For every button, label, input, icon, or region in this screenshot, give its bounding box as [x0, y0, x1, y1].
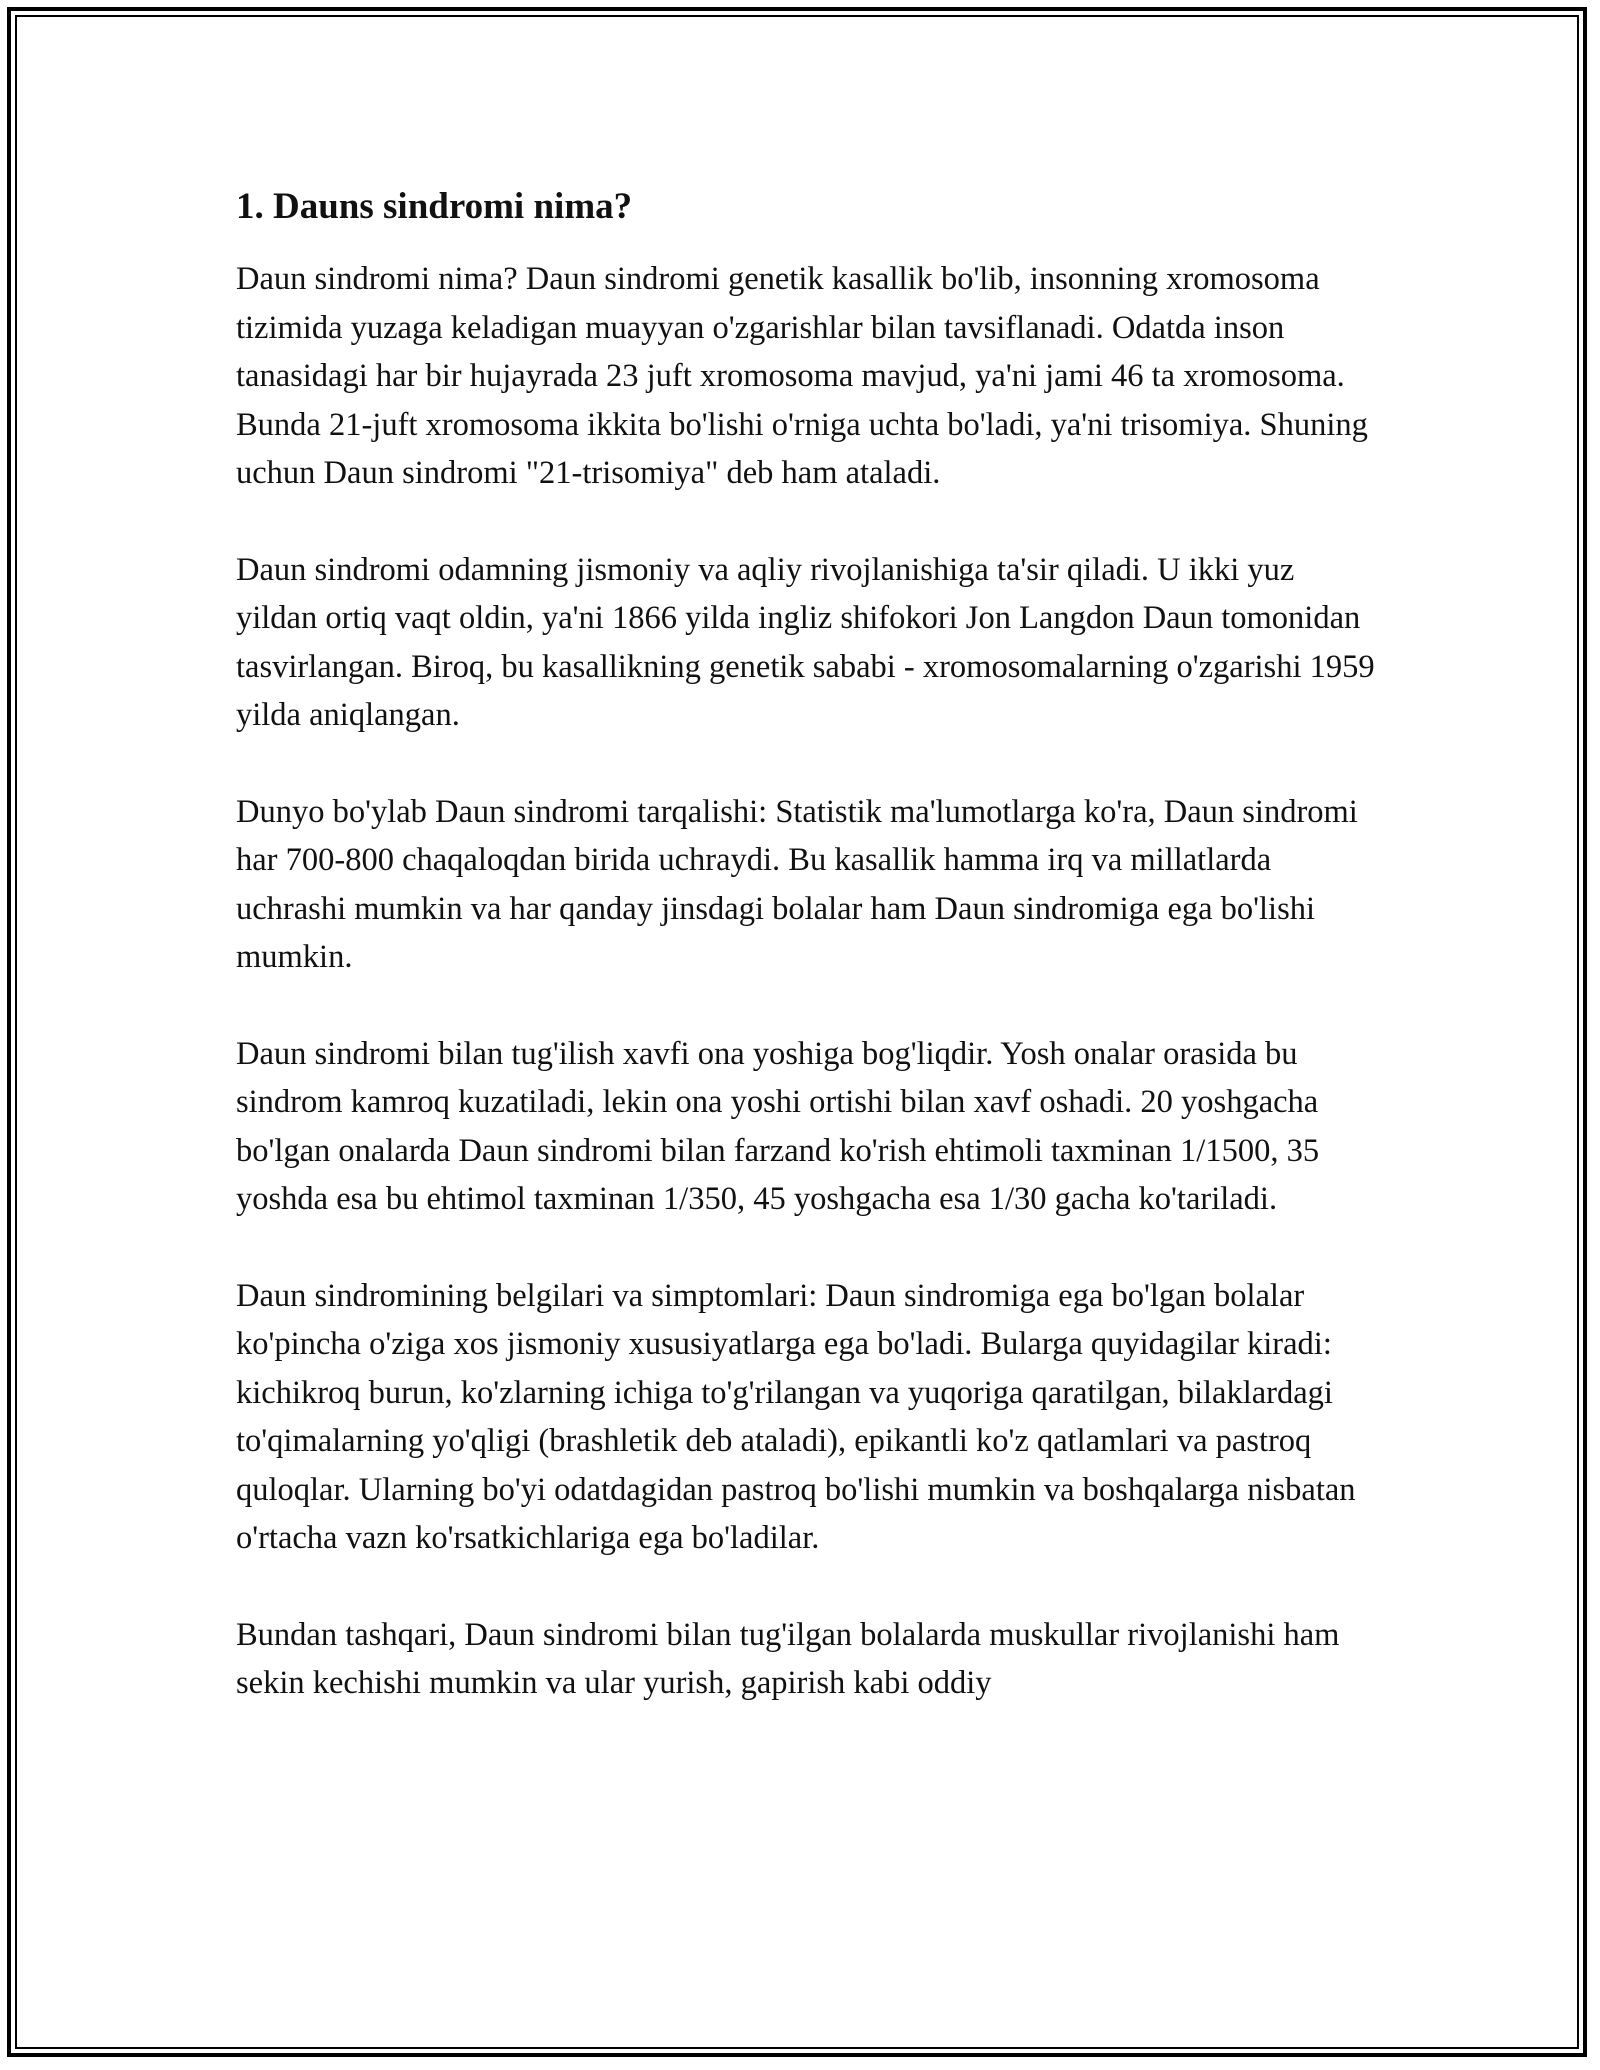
- paragraph-development: Bundan tashqari, Daun sindromi bilan tug'ilgan bolalarda muskullar rivojlanishi ham sekin kechishi mumkin va ular yurish, gapirish kabi oddiy: [236, 1616, 1340, 1701]
- paragraph-prevalence: Dunyo bo'ylab Daun sindromi tarqalishi: Statistik ma'lumotlarga ko'ra, Daun sindromi har 700-800 chaqaloqdan birida uchraydi. Bu kasallik hamma irq va millatlarda uchrashi mumkin va har qanday jinsdagi bolalar ham Daun sindromiga ega bo'lishi mumkin.: [236, 793, 1358, 975]
- document-body: [236, 185, 1376, 1708]
- paragraph-symptoms: Daun sindromining belgilari va simptomlari: Daun sindromiga ega bo'lgan bolalar ko'pincha o'ziga xos jismoniy xususiyatlarga ega bo'ladi. Bularga quyidagilar kiradi: kichikroq burun, ko'zlarning ichiga to'g'rilangan va yuqoriga qaratilgan, bilaklardagi to'qimalarning yo'qligi (brashletik deb ataladi), epikantli ko'z qatlamlari va pastroq quloqlar. Ularning bo'yi odatdagidan pastroq bo'lishi mumkin va boshqalarga nisbatan o'rtacha vazn ko'rsatkichlariga ega bo'ladilar.: [236, 1277, 1356, 1556]
- paragraph-maternal-age-risk: Daun sindromi bilan tug'ilish xavfi ona yoshiga bog'liqdir. Yosh onalar orasida bu sindrom kamroq kuzatiladi, lekin ona yoshi ortishi bilan xavf oshadi. 20 yoshgacha bo'lgan onalarda Daun sindromi bilan farzand ko'rish ehtimoli taxminan 1/1500, 35 yoshda esa bu ehtimol taxminan 1/350, 45 yoshgacha esa 1/30 gacha ko'tariladi.: [236, 1035, 1320, 1217]
- paragraph-definition: Daun sindromi nima? Daun sindromi genetik kasallik bo'lib, insonning xromosoma tizimida yuzaga keladigan muayyan o'zgarishlar bilan tavsiflanadi. Odatda inson tanasidagi har bir hujayrada 23 juft xromosoma mavjud, ya'ni jami 46 ta xromosoma. Bunda 21-juft xromosoma ikkita bo'lishi o'rniga uchta bo'ladi, ya'ni trisomiya. Shuning uchun Daun sindromi "21-trisomiya" deb ham ataladi.: [236, 261, 1368, 491]
- paragraph-history: Daun sindromi odamning jismoniy va aqliy rivojlanishiga ta'sir qiladi. U ikki yuz yildan ortiq vaqt oldin, ya'ni 1866 yilda ingliz shifokori Jon Langdon Daun tomonidan tasvirlangan. Biroq, bu kasallikning genetik sababi - xromosomalarning o'zgarishi 1959 yilda aniqlangan.: [236, 551, 1375, 733]
- section-heading: 1. Dauns sindromi nima?: [236, 186, 633, 227]
